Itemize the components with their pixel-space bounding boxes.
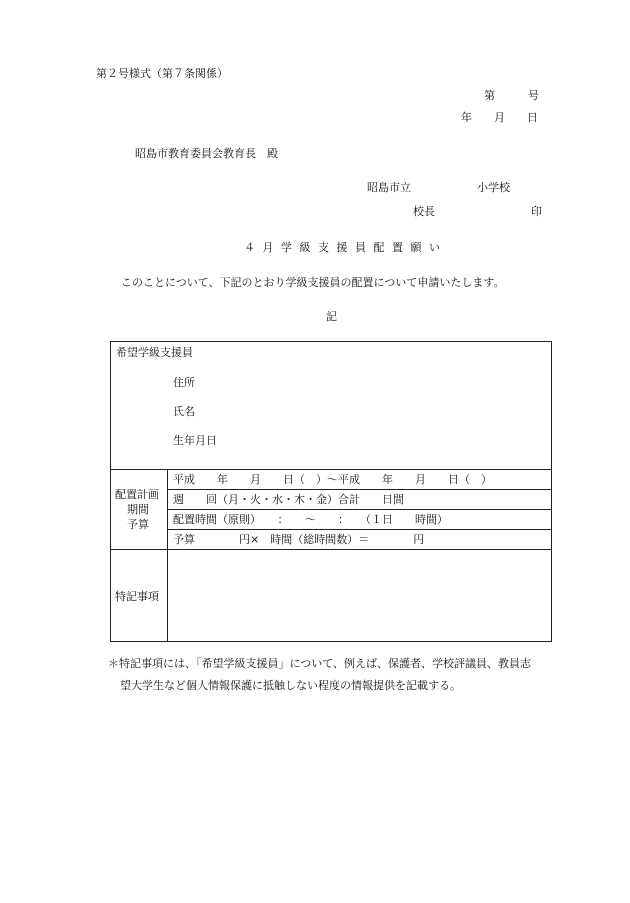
table-divider xyxy=(167,529,552,530)
seal-label: 印 xyxy=(531,205,542,218)
period-row: 平成 年 月 日（ ）～平成 年 月 日（ ） xyxy=(173,473,492,486)
notes-label: 特記事項 xyxy=(115,590,159,603)
footnote-line-1: ＊特記事項には、「希望学級支援員」について、例えば、保護者、学校評議員、教員志 xyxy=(108,657,532,670)
weekly-row: 週 回（月・火・水・木・金）合計 日間 xyxy=(173,493,404,506)
notes-area[interactable] xyxy=(168,550,551,641)
form-number: 第２号様式（第７条関係） xyxy=(96,67,228,80)
table-divider xyxy=(167,509,552,510)
ki-marker: 記 xyxy=(326,310,337,323)
budget-row: 予算 円× 時間（総時間数）＝ 円 xyxy=(173,533,425,546)
document-number-field: 第 号 xyxy=(484,89,539,102)
date-field: 年 月 日 xyxy=(461,111,538,124)
birthdate-label: 生年月日 xyxy=(173,434,217,447)
footnote-line-2: 望大学生など個人情報保護に抵触しない程度の情報提供を記載する。 xyxy=(120,679,461,692)
addressee: 昭島市教育委員会教育長 殿 xyxy=(135,147,278,160)
desired-staff-header: 希望学級支援員 xyxy=(116,346,193,359)
intro-text: このことについて、下記のとおり学級支援員の配置について申請いたします。 xyxy=(121,276,505,289)
budget-side-label: 予算 xyxy=(127,518,149,531)
table-divider xyxy=(110,469,552,470)
school-line: 昭島市立 小学校 xyxy=(367,181,510,194)
name-label: 氏名 xyxy=(173,405,195,418)
address-label: 住所 xyxy=(173,376,195,389)
table-divider xyxy=(167,489,552,490)
hours-row: 配置時間（原則） ： ～ ： （１日 時間） xyxy=(173,513,448,526)
principal-label: 校長 xyxy=(413,205,435,218)
plan-label: 配置計画 xyxy=(115,488,159,501)
period-label: 期間 xyxy=(127,503,149,516)
document-title: ４ 月 学 級 支 援 員 配 置 願 い xyxy=(244,241,442,254)
